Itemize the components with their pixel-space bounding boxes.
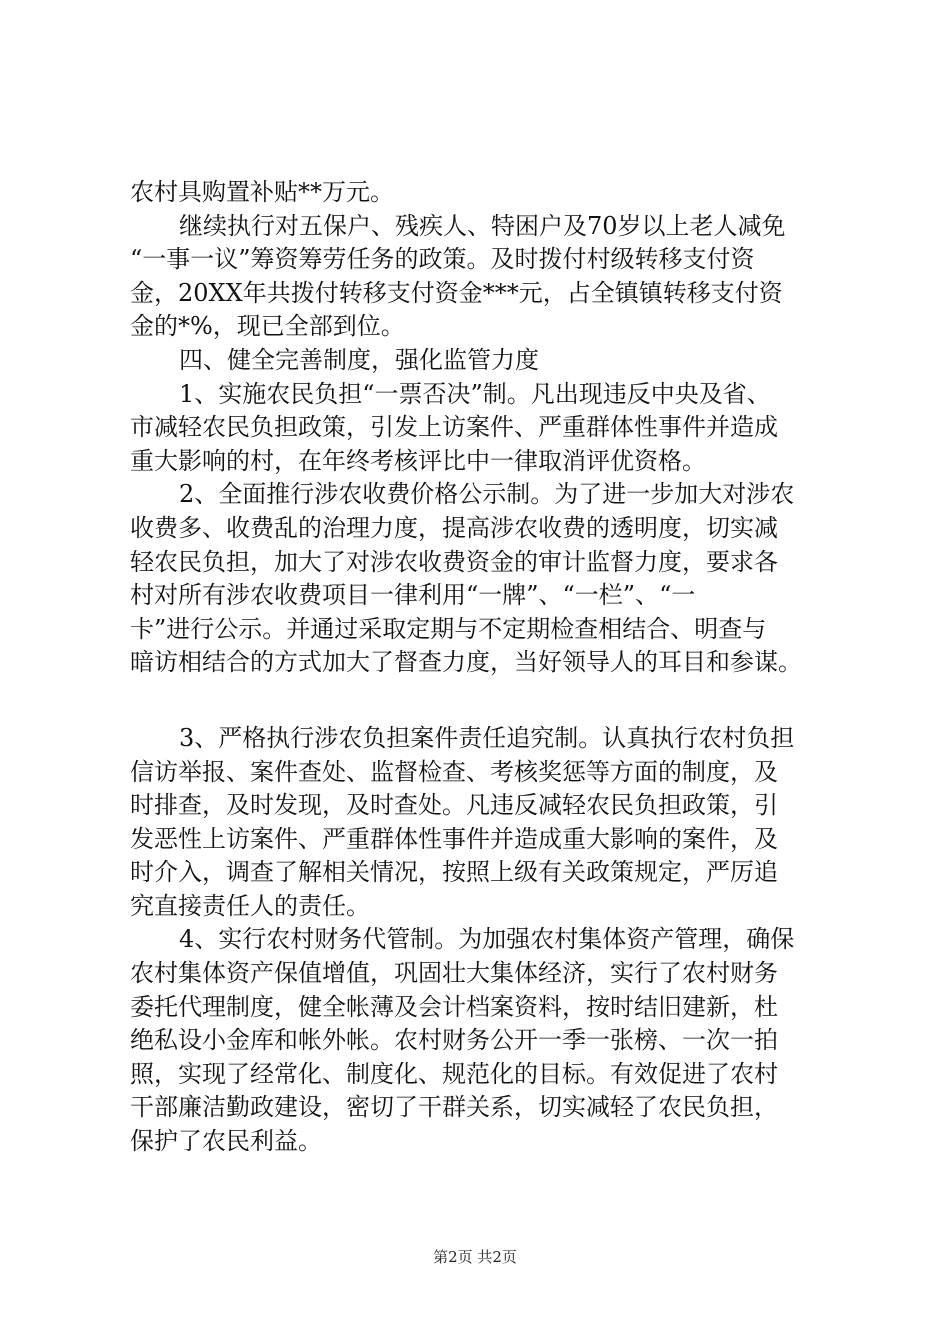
paragraph-gap (130, 680, 850, 722)
text-line: 究直接责任人的责任。 (130, 891, 370, 920)
text-line: 1、实施农民负担“一票否决”制。凡出现违反中央及省、 (179, 379, 771, 408)
text-line: 重大影响的村，在年终考核评比中一律取消评优资格。 (130, 446, 706, 475)
text-line: 保护了农民利益。 (130, 1127, 322, 1156)
text-line: 时排查，及时发现，及时查处。凡违反减轻农民负担政策，引 (130, 791, 778, 820)
section-heading (130, 344, 850, 378)
text-line: 轻农民负担，加大了对涉农收费资金的审计监督力度，要求各 (130, 547, 778, 576)
text-line: 村对所有涉农收费项目一律利用“一牌”、“一栏”、“一 (130, 581, 696, 610)
paragraph-item-3 (130, 722, 850, 924)
text-line: 干部廉洁勤政建设，密切了干群关系，切实减轻了农民负担， (130, 1093, 778, 1122)
text-line: 发恶性上访案件、严重群体性事件并造成重大影响的案件，及 (130, 824, 778, 853)
text-line: “一事一议”筹资筹劳任务的政策。及时拨付村级转移支付资 (130, 245, 755, 274)
document-body (130, 176, 850, 1159)
text-line: 4、实行农村财务代管制。为加强农村集体资产管理，确保 (179, 925, 795, 954)
text-line: 绝私设小金库和帐外帐。农村财务公开一季一张榜、一次一拍 (130, 1026, 778, 1055)
text-line: 委托代理制度，健全帐薄及会计档案资料，按时结旧建新，杜 (130, 992, 778, 1021)
text-line: 金的*%，现已全部到位。 (130, 312, 405, 341)
paragraph-1 (130, 176, 850, 210)
text-line: 暗访相结合的方式加大了督查力度，当好领导人的耳目和参谋。 (130, 648, 802, 677)
paragraph-2 (130, 210, 850, 344)
page-number-footer: 第2页 共2页 (433, 1248, 517, 1266)
heading-line: 四、健全完善制度，强化监管力度 (179, 345, 539, 374)
text-line: 农村具购置补贴**万元。 (130, 178, 394, 206)
text-line: 金，20XX年共拨付转移支付资金***元，占全镇镇转移支付资 (130, 278, 783, 307)
paragraph-item-1 (130, 378, 850, 479)
text-line: 农村集体资产保值增值，巩固壮大集体经济，实行了农村财务 (130, 959, 778, 988)
text-line: 信访举报、案件查处、监督检查、考核奖惩等方面的制度，及 (130, 757, 778, 786)
text-line: 时介入，调查了解相关情况，按照上级有关政策规定，严厉追 (130, 858, 778, 887)
paragraph-item-4 (130, 923, 850, 1158)
text-line: 3、严格执行涉农负担案件责任追究制。认真执行农村负担 (179, 723, 795, 752)
text-line: 照，实现了经常化、制度化、规范化的目标。有效促进了农村 (130, 1059, 778, 1088)
text-line: 2、全面推行涉农收费价格公示制。为了进一步加大对涉农 (179, 480, 795, 509)
text-line: 继续执行对五保户、残疾人、特困户及70岁以上老人减免 (179, 211, 786, 240)
text-line: 市减轻农民负担政策，引发上访案件、严重群体性事件并造成 (130, 413, 778, 442)
text-line: 收费多、收费乱的治理力度，提高涉农收费的透明度，切实减 (130, 513, 778, 542)
paragraph-item-2 (130, 478, 850, 680)
text-line: 卡”进行公示。并通过采取定期与不定期检查相结合、明查与 (130, 614, 767, 643)
